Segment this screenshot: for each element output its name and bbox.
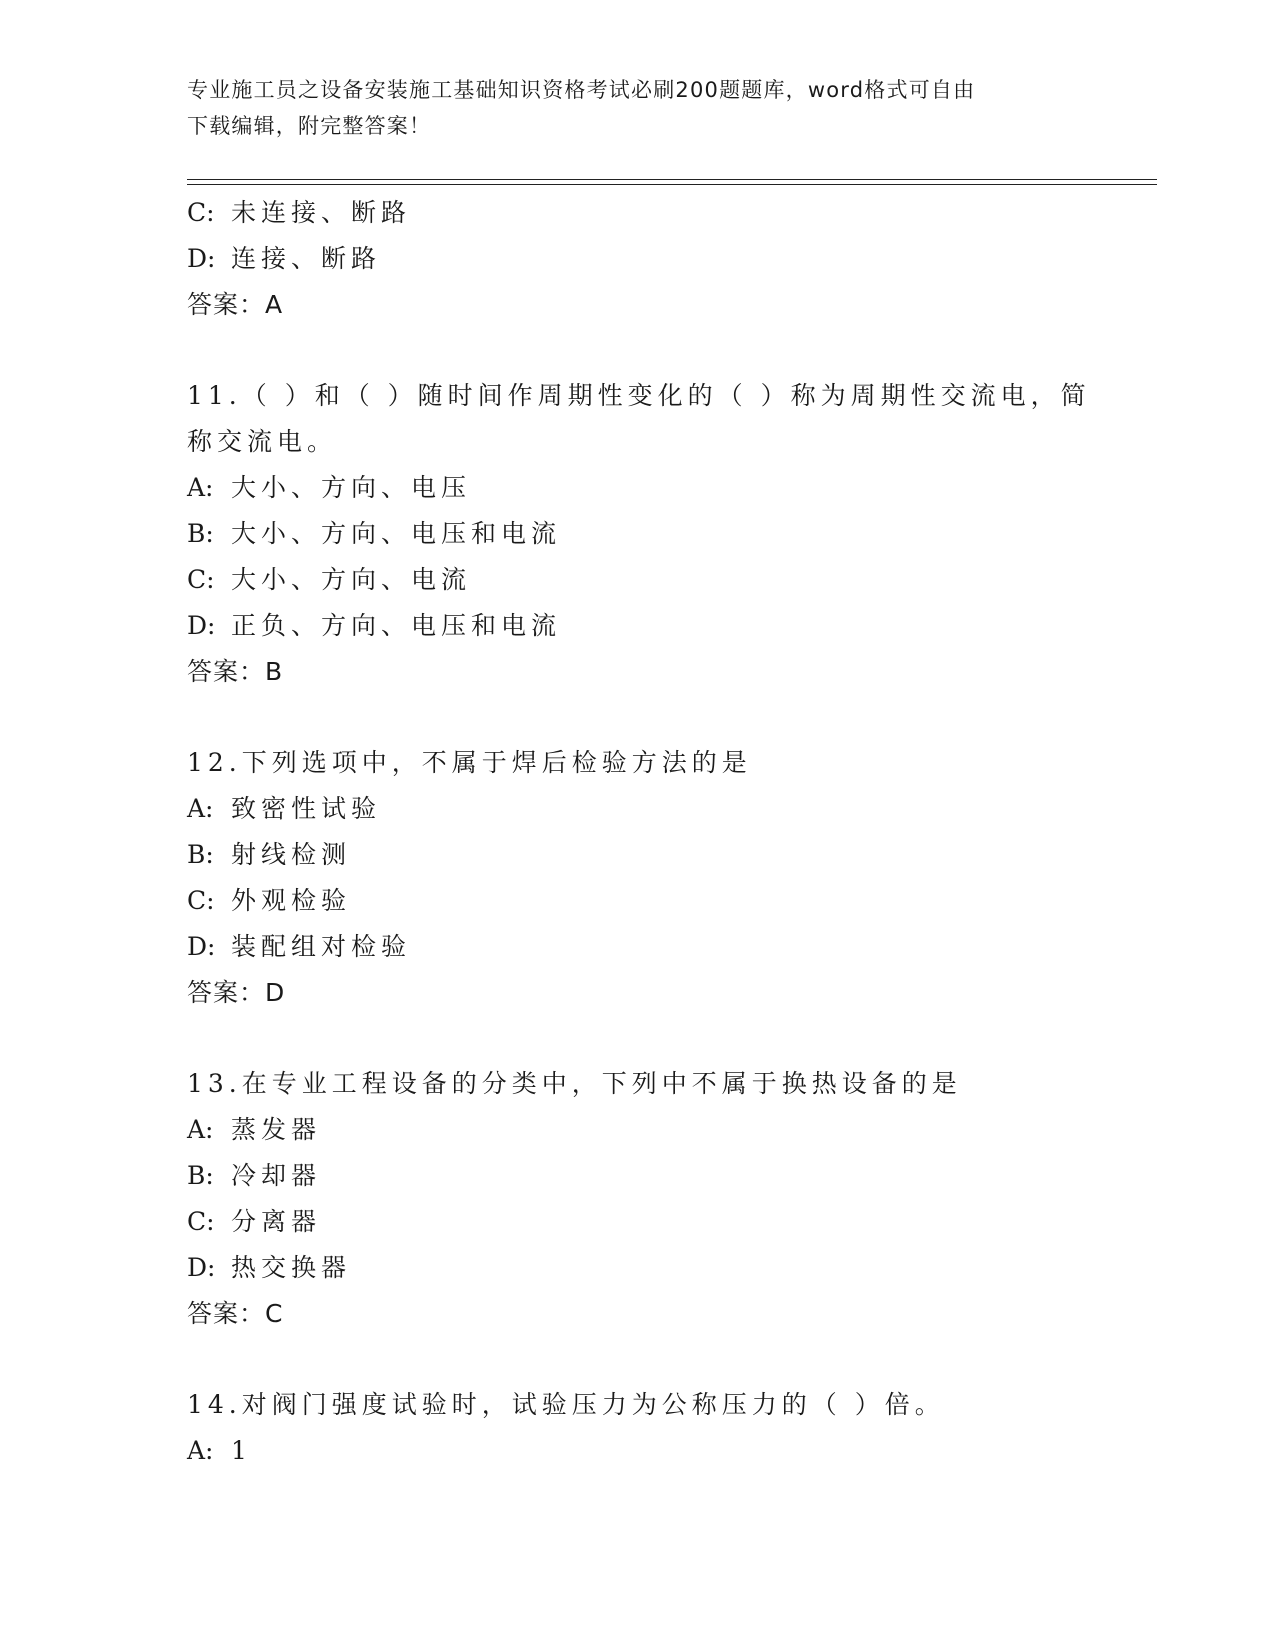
option-d	[187, 924, 1067, 970]
option-text: 连接、断路	[231, 244, 382, 273]
option-text: 蒸发器	[231, 1115, 322, 1144]
answer-label: 答案：B	[187, 657, 284, 686]
option-letter: D:	[187, 244, 216, 273]
option-d	[187, 1245, 1067, 1291]
option-a	[187, 465, 1067, 511]
question-stem: 14.对阀门强度试验时，试验压力为公称压力的（ ）倍。	[187, 1390, 945, 1419]
question-stem-line2: 称交流电。	[187, 427, 338, 456]
option-letter: A:	[187, 1436, 214, 1465]
option-letter: A:	[187, 794, 214, 823]
option-b	[187, 1153, 1067, 1199]
option-letter: C:	[187, 198, 215, 227]
option-text: 分离器	[231, 1207, 322, 1236]
question-10-tail	[187, 190, 1067, 328]
option-letter: B:	[187, 519, 214, 548]
option-letter: A:	[187, 473, 214, 502]
option-letter: C:	[187, 886, 215, 915]
option-c	[187, 1199, 1067, 1245]
option-a	[187, 1107, 1067, 1153]
question-12	[187, 740, 1067, 1016]
option-letter: A:	[187, 1115, 214, 1144]
option-letter: C:	[187, 565, 215, 594]
question-stem-line1: 11.（ ）和（ ）随时间作周期性变化的（ ）称为周期性交流电，简	[187, 381, 1091, 410]
option-letter: D:	[187, 1253, 216, 1282]
option-text: 未连接、断路	[231, 198, 412, 227]
option-letter: D:	[187, 611, 216, 640]
option-d	[187, 603, 1067, 649]
option-text: 射线检测	[231, 840, 352, 869]
answer-label: 答案：A	[187, 290, 284, 319]
option-c	[187, 557, 1067, 603]
option-a	[187, 786, 1067, 832]
option-letter: B:	[187, 840, 214, 869]
option-c	[187, 878, 1067, 924]
question-14	[187, 1382, 1067, 1474]
option-text: 大小、方向、电压	[231, 473, 472, 502]
document-page	[187, 0, 1157, 1650]
option-b	[187, 511, 1067, 557]
option-text: 装配组对检验	[231, 932, 412, 961]
option-letter: D:	[187, 932, 216, 961]
option-letter: C:	[187, 1207, 215, 1236]
header-title-line2: 下载编辑，附完整答案！	[187, 114, 432, 138]
header-divider-bottom	[187, 184, 1157, 185]
question-11	[187, 373, 1091, 695]
answer-label: 答案：D	[187, 978, 286, 1007]
option-a	[187, 1428, 1067, 1474]
header-title-line1: 专业施工员之设备安装施工基础知识资格考试必刷200题题库，word格式可自由	[187, 78, 976, 102]
document-header	[187, 72, 1087, 144]
option-text: 冷却器	[231, 1161, 322, 1190]
option-text: 致密性试验	[231, 794, 382, 823]
option-text: 1	[231, 1436, 252, 1465]
option-d	[187, 236, 1067, 282]
option-letter: B:	[187, 1161, 214, 1190]
option-text: 大小、方向、电压和电流	[231, 519, 562, 548]
question-13	[187, 1061, 1067, 1337]
option-text: 热交换器	[231, 1253, 352, 1282]
header-divider-top	[187, 179, 1157, 180]
option-text: 正负、方向、电压和电流	[231, 611, 562, 640]
option-text: 大小、方向、电流	[231, 565, 472, 594]
answer-label: 答案：C	[187, 1299, 284, 1328]
option-c	[187, 190, 1067, 236]
option-b	[187, 832, 1067, 878]
question-list	[187, 190, 1091, 1474]
question-stem: 13.在专业工程设备的分类中，下列中不属于换热设备的是	[187, 1069, 962, 1098]
option-text: 外观检验	[231, 886, 352, 915]
question-stem: 12.下列选项中，不属于焊后检验方法的是	[187, 748, 752, 777]
